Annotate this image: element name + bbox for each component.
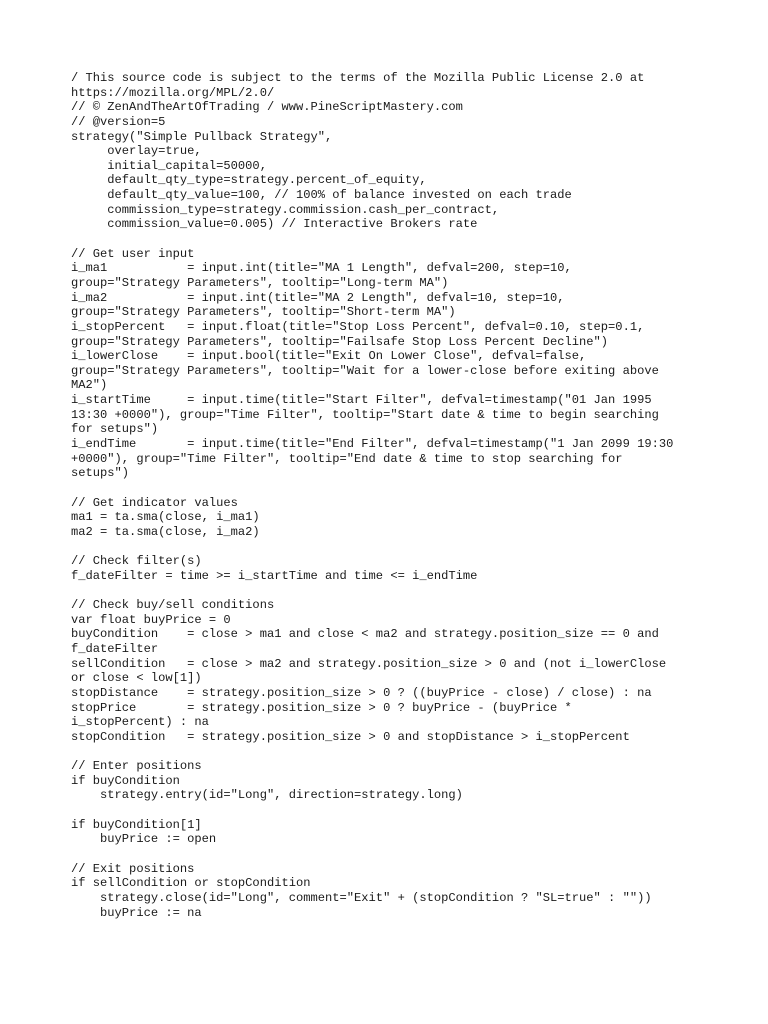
code-line: for setups") xyxy=(71,422,159,437)
code-line: group="Strategy Parameters", tooltip="Long-term MA") xyxy=(71,275,449,290)
code-line: // Check buy/sell conditions xyxy=(71,598,275,613)
code-line: setups") xyxy=(71,466,130,481)
code-line xyxy=(71,744,711,759)
code-line: +0000"), group="Time Filter", tooltip="End date & time to stop searching for xyxy=(71,451,623,466)
code-line xyxy=(71,803,711,818)
code-line: // Enter positions xyxy=(71,759,202,774)
code-line xyxy=(71,232,711,247)
code-line: if sellCondition or stopCondition xyxy=(71,876,311,891)
code-line: // Get user input xyxy=(71,246,195,261)
code-line: ma2 = ta.sma(close, i_ma2) xyxy=(71,524,260,539)
code-line: commission_value=0.005) // Interactive Brokers rate xyxy=(71,217,478,232)
code-line: // @version=5 xyxy=(71,114,166,129)
code-line: MA2") xyxy=(71,378,108,393)
code-line: i_ma1 = input.int(title="MA 1 Length", defval=200, step=10, xyxy=(71,261,572,276)
code-line: // © ZenAndTheArtOfTrading / www.PineScriptMastery.com xyxy=(71,100,463,115)
code-line: f_dateFilter xyxy=(71,641,159,656)
code-line: 13:30 +0000"), group="Time Filter", tooltip="Start date & time to begin searching xyxy=(71,407,659,422)
code-line: default_qty_value=100, // 100% of balance invested on each trade xyxy=(71,188,572,203)
code-line: i_endTime = input.time(title="End Filter", defval=timestamp("1 Jan 2099 19:30 xyxy=(71,437,674,452)
code-line: i_ma2 = input.int(title="MA 2 Length", defval=10, step=10, xyxy=(71,290,565,305)
code-line: i_lowerClose = input.bool(title="Exit On Lower Close", defval=false, xyxy=(71,349,587,364)
code-line: group="Strategy Parameters", tooltip="Wait for a lower-close before exiting above xyxy=(71,363,659,378)
code-line: // Check filter(s) xyxy=(71,554,202,569)
code-line: if buyCondition[1] xyxy=(71,817,202,832)
code-line: i_stopPercent = input.float(title="Stop Loss Percent", defval=0.10, step=0.1, xyxy=(71,319,645,334)
code-line: buyPrice := na xyxy=(71,905,202,920)
code-line xyxy=(71,481,711,496)
code-line: https://mozilla.org/MPL/2.0/ xyxy=(71,85,275,100)
code-line: ma1 = ta.sma(close, i_ma1) xyxy=(71,510,260,525)
code-line: buyCondition = close > ma1 and close < ma2 and strategy.position_size == 0 and xyxy=(71,627,659,642)
code-line: or close < low[1]) xyxy=(71,671,202,686)
code-line: overlay=true, xyxy=(71,144,202,159)
code-line: i_stopPercent) : na xyxy=(71,715,209,730)
source-code-block xyxy=(71,71,711,920)
code-line: default_qty_type=strategy.percent_of_equity, xyxy=(71,173,427,188)
code-line xyxy=(71,847,711,862)
code-line: initial_capital=50000, xyxy=(71,158,267,173)
code-line: stopDistance = strategy.position_size > 0 ? ((buyPrice - close) / close) : na xyxy=(71,685,652,700)
code-line: / This source code is subject to the terms of the Mozilla Public License 2.0 at xyxy=(71,71,645,85)
code-line: commission_type=strategy.commission.cash_per_contract, xyxy=(71,202,500,217)
code-line: strategy.close(id="Long", comment="Exit" + (stopCondition ? "SL=true" : "")) xyxy=(71,890,652,905)
code-line: // Exit positions xyxy=(71,861,195,876)
code-line: group="Strategy Parameters", tooltip="Short-term MA") xyxy=(71,305,456,320)
code-line: var float buyPrice = 0 xyxy=(71,612,231,627)
code-line: f_dateFilter = time >= i_startTime and time <= i_endTime xyxy=(71,568,478,583)
code-line xyxy=(71,540,711,555)
code-line xyxy=(71,583,711,598)
code-line: if buyCondition xyxy=(71,773,180,788)
code-line: // Get indicator values xyxy=(71,495,238,510)
code-line: stopCondition = strategy.position_size > 0 and stopDistance > i_stopPercent xyxy=(71,729,630,744)
code-line: strategy.entry(id="Long", direction=strategy.long) xyxy=(71,788,463,803)
code-line: buyPrice := open xyxy=(71,832,217,847)
code-line: sellCondition = close > ma2 and strategy.position_size > 0 and (not i_lowerClose xyxy=(71,656,667,671)
code-line: strategy("Simple Pullback Strategy", xyxy=(71,129,333,144)
code-line: stopPrice = strategy.position_size > 0 ? buyPrice - (buyPrice * xyxy=(71,700,572,715)
code-line: group="Strategy Parameters", tooltip="Failsafe Stop Loss Percent Decline") xyxy=(71,334,609,349)
code-line: i_startTime = input.time(title="Start Filter", defval=timestamp("01 Jan 1995 xyxy=(71,393,652,408)
